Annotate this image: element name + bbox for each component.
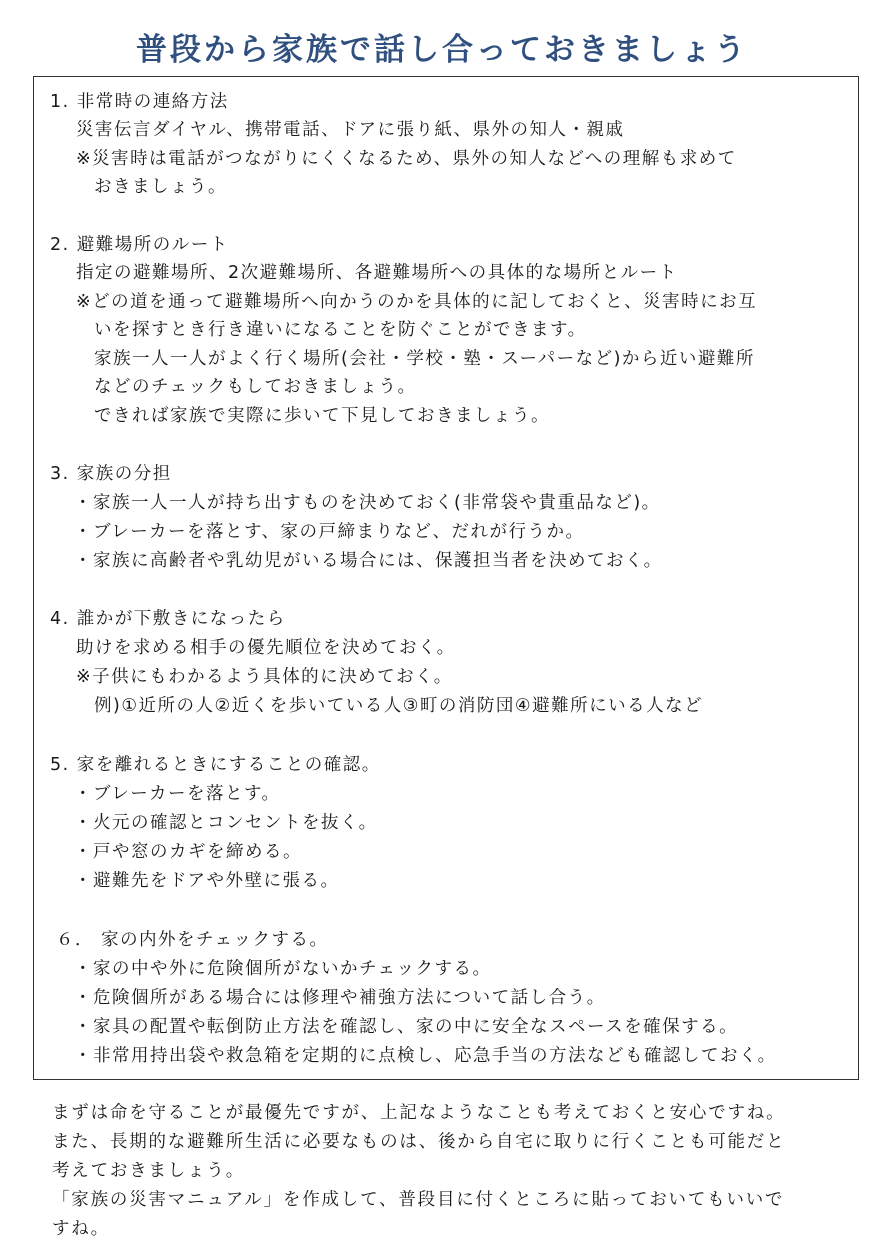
section-line: ・家の中や外に危険個所がないかチェックする。 [74,959,492,979]
section-line: 指定の避難場所、2次避難場所、各避難場所への具体的な場所とルート [76,263,678,283]
section-line: 災害伝言ダイヤル、携帯電話、ドアに張り紙、県外の知人・親戚 [76,120,625,140]
section-line: ・家族に高齢者や乳幼児がいる場合には、保護担当者を決めておく。 [74,551,663,571]
section-line: ・家具の配置や転倒防止方法を確認し、家の中に安全なスペースを確保する。 [74,1017,739,1037]
section-line: ※どの道を通って避難場所へ向かうのかを具体的に記しておくと、災害時にお互 [76,292,758,312]
section-line: ※災害時は電話がつながりにくくなるため、県外の知人などへの理解も求めて [76,149,737,169]
section-line: できれば家族で実際に歩いて下見しておきましょう。 [94,406,550,426]
section-line: ・ブレーカーを落とす。 [74,784,281,804]
page-title: 普段から家族で話し合っておきましょう [136,32,748,68]
footer-line: すね。 [52,1219,110,1239]
section-line: ・火元の確認とコンセントを抜く。 [74,813,378,833]
section-heading: 4. 誰かが下敷きになったら [50,609,286,629]
section-line: ・ブレーカーを落とす、家の戸締まりなど、だれが行うか。 [74,522,585,542]
checklist-box [33,76,859,1080]
section-line: ・非常用持出袋や救急箱を定期的に点検し、応急手当の方法なども確認しておく。 [74,1046,777,1066]
footer-line: また、長期的な避難所生活に必要なものは、後から自宅に取りに行くことも可能だと [52,1132,786,1152]
section-line: ・家族一人一人が持ち出すものを決めておく(非常袋や貴重品など)。 [74,493,661,513]
section-line: 家族一人一人がよく行く場所(会社・学校・塾・スーパーなど)から近い避難所 [94,349,755,369]
section-line: おきましょう。 [94,177,227,197]
footer-line: 「家族の災害マニュアル」を作成して、普段目に付くところに貼っておいてもいいで [52,1190,785,1210]
section-heading: 1. 非常時の連絡方法 [50,92,229,112]
section-line: 例)①近所の人②近くを歩いている人③町の消防団④避難所にいる人など [94,696,704,716]
section-line: ・戸や窓のカギを締める。 [74,842,302,862]
section-line: ・危険個所がある場合には修理や補強方法について話し合う。 [74,988,606,1008]
section-heading: 2. 避難場所のルート [50,235,229,255]
section-heading: ６． 家の内外をチェックする。 [56,930,329,950]
section-line: ※子供にもわかるよう具体的に決めておく。 [76,667,453,687]
footer-line: まずは命を守ることが最優先ですが、上記なようなことも考えておくと安心ですね。 [52,1103,786,1123]
section-line: などのチェックもしておきましょう。 [94,377,417,397]
section-line: 助けを求める相手の優先順位を決めておく。 [76,638,456,658]
footer-line: 考えておきましょう。 [52,1161,245,1181]
section-heading: 5. 家を離れるときにすることの確認。 [50,755,381,775]
section-line: ・避難先をドアや外壁に張る。 [74,871,340,891]
section-heading: 3. 家族の分担 [50,464,172,484]
section-line: いを探すとき行き違いになることを防ぐことができます。 [94,320,587,340]
